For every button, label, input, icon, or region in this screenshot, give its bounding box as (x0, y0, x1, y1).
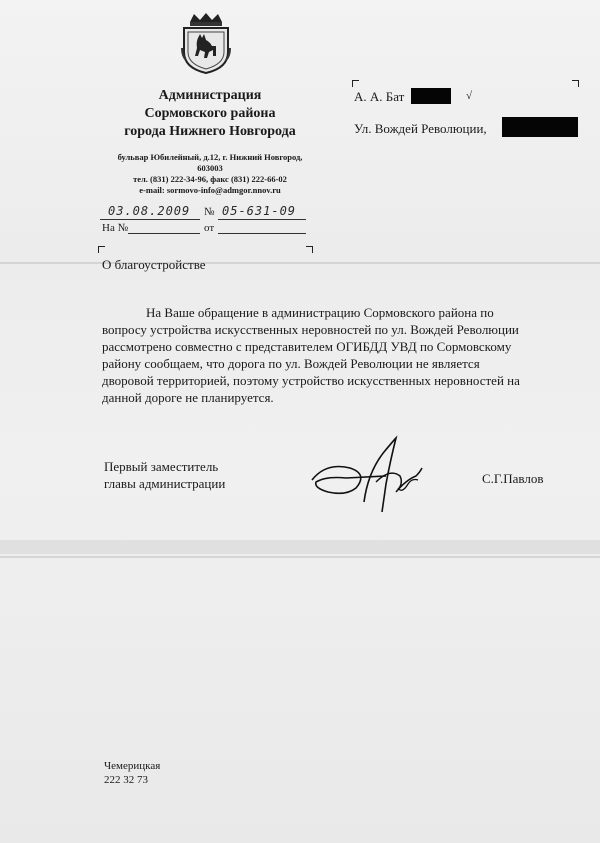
address-line-2: 603003 (197, 163, 223, 173)
date-underline (100, 219, 200, 220)
redaction-name (411, 88, 451, 104)
number-handwritten: 05-631-09 (222, 204, 297, 218)
reply-to-underline (128, 233, 200, 234)
signatory-name: С.Г.Павлов (482, 471, 544, 486)
date-handwritten: 03.08.2009 (108, 204, 191, 218)
corner-mark-recipient-left (352, 80, 359, 87)
signatory-position-line-1: Первый заместитель (104, 459, 219, 474)
number-symbol: № (204, 206, 215, 218)
fold-line-bottom (0, 556, 600, 558)
body-line-4: району сообщаем, что дорога по ул. Вождей Революции не является (102, 356, 480, 371)
corner-mark-recipient-right (572, 80, 579, 87)
org-line-3: города Нижнего Новгорода (124, 124, 296, 139)
redaction-address (502, 117, 578, 137)
body-line-2: вопросу устройства искусственных неровностей по ул. Вождей Революции (102, 322, 519, 337)
from-label: от (204, 222, 215, 234)
body-line-1: На Ваше обращение в администрацию Сормовского района по (146, 305, 494, 320)
corner-mark-left (98, 246, 105, 253)
body-line-5: дворовой территорией, поэтому устройство искусственных неровностей на (102, 373, 520, 388)
from-underline (218, 233, 306, 234)
address-line-1: бульвар Юбилейный, д.12, г. Нижний Новгород, (117, 152, 303, 162)
signatory-position-line-2: главы администрации (104, 476, 226, 491)
coat-of-arms-icon (180, 12, 232, 74)
tick-mark: √ (466, 90, 473, 102)
phone-line: тел. (831) 222-34-96, факс (831) 222-66-02 (133, 174, 287, 184)
letter-subject: О благоустройстве (102, 257, 206, 272)
executor-phone: 222 32 73 (104, 774, 148, 786)
number-underline (218, 219, 306, 220)
reply-to-label: На № (102, 222, 129, 234)
executor-name: Чемерицкая (104, 760, 161, 772)
recipient-name: А. А. Бат (354, 89, 405, 104)
body-line-6: данной дороге не планируется. (102, 390, 274, 405)
handwritten-signature (306, 432, 432, 516)
organization-name (100, 87, 320, 141)
fold-line-top (0, 262, 600, 264)
corner-mark-right (306, 246, 313, 253)
recipient-address: Ул. Вождей Революции, (354, 121, 487, 136)
body-line-3: рассмотрено совместно с представителем ОГИБДД УВД по Сормовскому (102, 339, 512, 354)
organization-address (100, 152, 320, 196)
paper-crease (0, 540, 600, 554)
org-line-2: Сормовского района (144, 106, 276, 121)
org-line-1: Администрация (158, 88, 262, 103)
email-line: e-mail: sormovo-info@admgor.nnov.ru (139, 185, 281, 195)
